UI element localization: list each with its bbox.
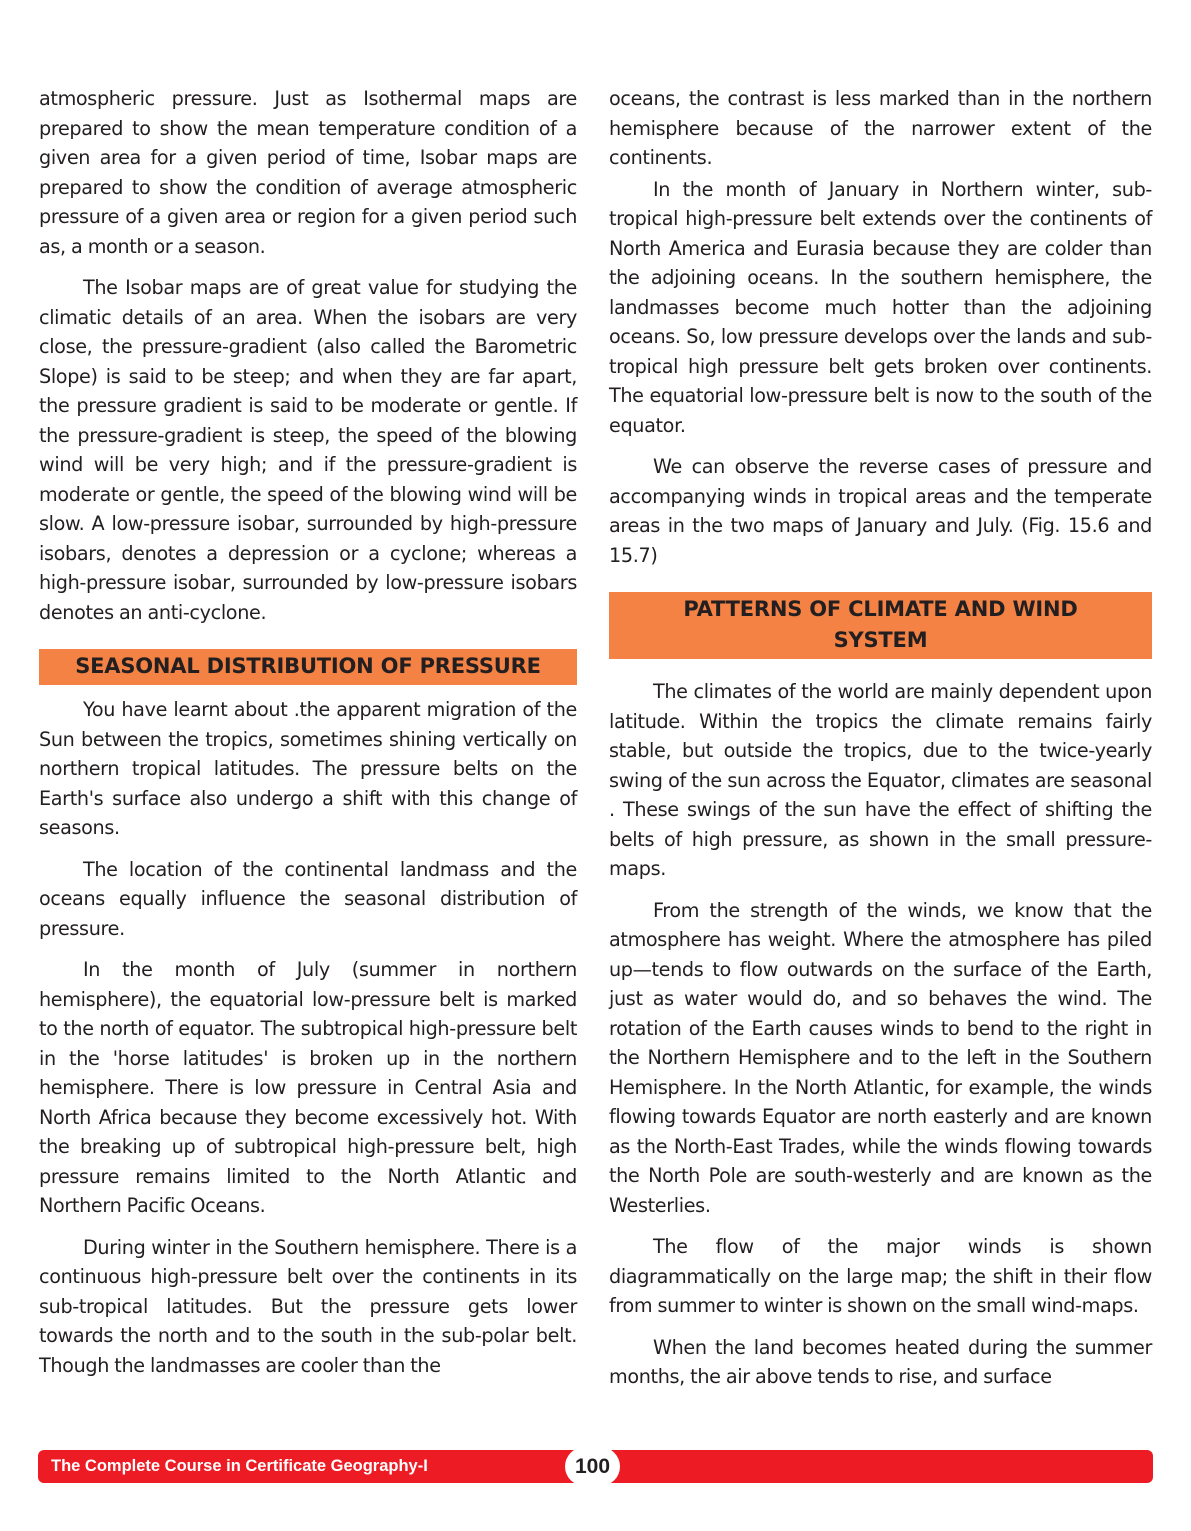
paragraph: The climates of the world are mainly dependent upon latitude. Within the tropics the climate remains fairly stable, but outside the tropics, due to the twice-yearly swing of the sun across the Equator, climates are seasonal . These swings of the sun have the effect of shifting the belts of high pressure, as shown in the small pressure-maps. bbox=[609, 680, 1152, 880]
paragraph: The flow of the major winds is shown diagrammatically on the large map; the shift in their flow from summer to winter is shown on the small wind-maps. bbox=[609, 1235, 1152, 1317]
right-column bbox=[609, 84, 1152, 1404]
paragraph: During winter in the Southern hemisphere. There is a continuous high-pressure belt over the continents in its sub-tropical latitudes. But the pressure gets lower towards the north and to the south in the sub-polar belt. Though the landmasses are cooler than the bbox=[39, 1235, 577, 1377]
paragraph: From the strength of the winds, we know that the atmosphere has weight. Where the atmosphere has piled up—tends to flow outwards on the surface of the Earth, just as water would do, and so behaves the wind. The rotation of the Earth causes winds to bend to the right in the Northern Hemisphere and to the left in the Southern Hemisphere. In the North Atlantic, for example, the winds flowing towards Equator are north easterly and are known as the North-East Trades, while the winds flowing towards the North Pole are south-westerly and are known as the Westerlies. bbox=[609, 898, 1152, 1217]
section-heading-seasonal-distribution: SEASONAL DISTRIBUTION OF PRESSURE bbox=[39, 649, 577, 685]
left-column bbox=[39, 84, 577, 1392]
paragraph: In the month of July (summer in northern hemisphere), the equatorial low-pressure belt is marked to the north of equator. The subtropical high-pressure belt in the 'horse latitudes' is broken up in the northern hemisphere. There is low pressure in Central Asia and North Africa because they become excessively hot. With the breaking up of subtropical high-pressure belt, high pressure remains limited to the North Atlantic and Northern Pacific Oceans. bbox=[39, 958, 577, 1217]
page-number: 100 bbox=[565, 1447, 620, 1486]
section-heading-patterns-of-climate: PATTERNS OF CLIMATE AND WIND SYSTEM bbox=[609, 592, 1152, 659]
paragraph: The Isobar maps are of great value for studying the climatic details of an area. When the isobars are very close, the pressure-gradient (also called the Barometric Slope) is said to be steep; and when they are far apart, the pressure gradient is said to be moderate or gentle. If the pressure-gradient is steep, the speed of the blowing wind will be very high; and if the pressure-gradient is moderate or gentle, the speed of the blowing wind will be slow. A low-pressure isobar, surrounded by high-pressure isobars, denotes a depression or a cyclone; whereas a high-pressure isobar, surrounded by low-pressure isobars denotes an anti-cyclone. bbox=[39, 276, 577, 624]
paragraph: When the land becomes heated during the summer months, the air above tends to rise, and surface bbox=[609, 1335, 1152, 1388]
book-title: The Complete Course in Certificate Geography-I bbox=[51, 1457, 428, 1475]
paragraph: You have learnt about .the apparent migration of the Sun between the tropics, sometimes shining vertically on northern tropical latitudes. The pressure belts on the Earth's surface also undergo a shift with this change of seasons. bbox=[39, 698, 577, 839]
paragraph: The location of the continental landmass and the oceans equally influence the seasonal distribution of pressure. bbox=[39, 857, 577, 940]
footer-bar bbox=[38, 1450, 1153, 1483]
paragraph: We can observe the reverse cases of pressure and accompanying winds in tropical areas and the temperate areas in the two maps of January and July. (Fig. 15.6 and 15.7) bbox=[609, 455, 1152, 567]
paragraph: In the month of January in Northern winter, sub-tropical high-pressure belt extends over the continents of North America and Eurasia because they are colder than the adjoining oceans. In the southern hemisphere, the landmasses become much hotter than the adjoining oceans. So, low pressure develops over the lands and sub-tropical high pressure belt gets broken over continents. The equatorial low-pressure belt is now to the south of the equator. bbox=[609, 177, 1152, 437]
paragraph: atmospheric pressure. Just as Isothermal maps are prepared to show the mean temperature condition of a given area for a given period of time, Isobar maps are prepared to show the condition of average atmospheric pressure of a given area or region for a given period such as, a month or a season. bbox=[39, 87, 577, 258]
paragraph: oceans, the contrast is less marked than in the northern hemisphere because of the narrower extent of the continents. bbox=[609, 87, 1152, 169]
